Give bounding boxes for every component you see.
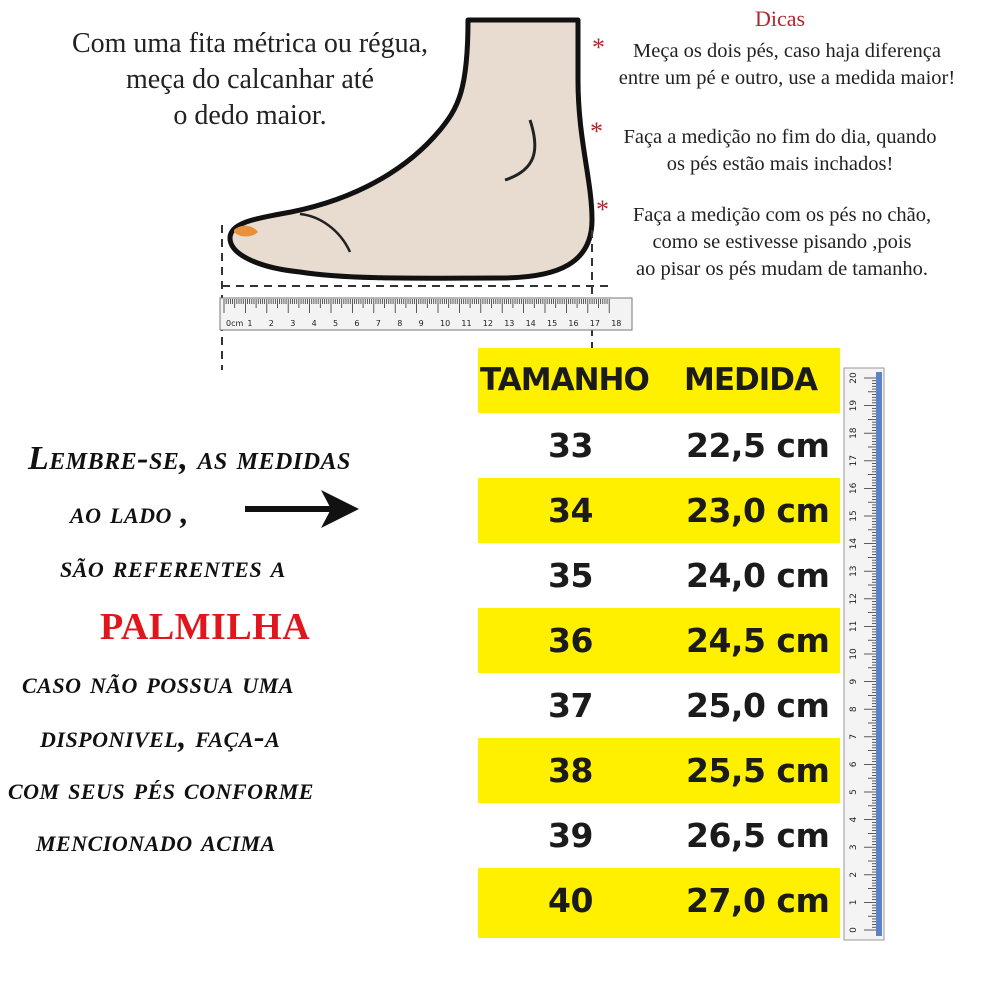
measure-cell: 23,0 cm	[686, 491, 830, 530]
ruler-label: 6	[354, 319, 360, 328]
size-cell: 38	[548, 751, 593, 790]
ruler-label: 10	[440, 319, 451, 328]
reminder-line-4: caso não possua uma	[22, 664, 294, 700]
table-row	[478, 608, 840, 673]
table-row	[478, 803, 840, 868]
measure-cell: 24,5 cm	[686, 621, 830, 660]
ruler-label: 20	[849, 372, 859, 384]
reminder-line-7: mencionado acima	[36, 822, 276, 858]
size-cell: 36	[548, 621, 593, 660]
ruler-label: 1	[849, 899, 859, 906]
tips-title: Dicas	[755, 6, 806, 31]
ruler-label: 2	[268, 319, 274, 328]
table-row	[478, 673, 840, 738]
tip-2-line-2: os pés estão mais inchados!	[666, 153, 894, 175]
ruler-label: 11	[849, 620, 859, 633]
ruler-label: 8	[849, 706, 859, 713]
table-row	[478, 868, 840, 938]
measure-cell: 22,5 cm	[686, 426, 830, 465]
ruler-label: 9	[418, 319, 424, 328]
ruler-label: 17	[849, 455, 859, 467]
ruler-label: 14	[849, 537, 859, 550]
measure-cell: 27,0 cm	[686, 881, 830, 920]
reminder-line-5: disponivel, faça-a	[40, 718, 281, 754]
size-cell: 34	[548, 491, 593, 530]
measure-cell: 25,0 cm	[686, 686, 830, 725]
tip-3-line-2: como se estivesse pisando ,pois	[652, 231, 912, 253]
header-size: TAMANHO	[480, 362, 649, 398]
ruler-label: 15	[849, 510, 859, 522]
ruler-label: 11	[461, 319, 472, 328]
ruler-label: 13	[504, 319, 515, 328]
tip-2-line-1: Faça a medição no fim do dia, quando	[623, 126, 937, 148]
measure-cell: 24,0 cm	[686, 556, 830, 595]
tip-1-line-2: entre um pé e outro, use a medida maior!	[618, 67, 956, 89]
tip-1-line-1: Meça os dois pés, caso haja diferença	[633, 40, 941, 62]
foot-illustration	[200, 0, 620, 375]
vertical-ruler-ticks	[864, 378, 876, 930]
instruction-line-3: o dedo maior.	[173, 100, 327, 131]
size-cell: 39	[548, 816, 593, 855]
table-row	[478, 413, 840, 478]
size-table	[478, 348, 840, 938]
tip-3-line-1: Faça a medição com os pés no chão,	[632, 204, 932, 226]
asterisk-icon: *	[590, 117, 603, 146]
instruction-line-1: Com uma fita métrica ou régua,	[71, 28, 429, 59]
ruler-label: 0cm	[226, 319, 244, 328]
ruler-label: 18	[849, 427, 859, 439]
measure-cell: 26,5 cm	[686, 816, 830, 855]
reminder-line-1: Lembre-se, as medidas	[28, 440, 351, 477]
ruler-label: 5	[333, 319, 339, 328]
vertical-ruler	[842, 368, 886, 940]
vertical-ruler-labels	[849, 372, 859, 933]
header-measure: MEDIDA	[684, 362, 818, 398]
ruler-label: 7	[849, 733, 859, 740]
ruler-label: 18	[611, 319, 622, 328]
ruler-label: 12	[849, 593, 859, 605]
ruler-label: 4	[849, 816, 859, 823]
tip-2	[590, 117, 970, 178]
ruler-label: 2	[849, 871, 859, 878]
ruler-label: 4	[311, 319, 317, 328]
reminder-line-6: com seus pés conforme	[8, 770, 314, 806]
table-header	[478, 348, 840, 413]
instruction-line-2: meça do calcanhar até	[126, 64, 374, 95]
ruler-label: 13	[849, 565, 859, 577]
tip-3	[596, 195, 968, 283]
ruler-label: 15	[547, 319, 558, 328]
size-cell: 33	[548, 426, 593, 465]
size-cell: 35	[548, 556, 593, 595]
ruler-label: 3	[290, 319, 296, 328]
tip-1	[592, 33, 982, 92]
table-row	[478, 738, 840, 803]
ruler-label: 8	[397, 319, 403, 328]
asterisk-icon: *	[596, 195, 609, 224]
size-cell: 40	[548, 881, 593, 920]
palmilha-highlight: PALMILHA	[100, 606, 311, 648]
ruler-label: 10	[849, 648, 859, 660]
ruler-label: 0	[849, 927, 859, 933]
arrow-right-icon	[243, 484, 363, 534]
table-row	[478, 478, 840, 543]
ruler-label: 16	[568, 319, 579, 328]
tip-3-line-3: ao pisar os pés mudam de tamanho.	[635, 258, 929, 280]
vertical-ruler-edge	[876, 372, 882, 936]
ruler-label: 19	[849, 399, 859, 412]
ruler-label: 17	[589, 319, 600, 328]
ruler-label: 3	[849, 844, 859, 851]
ruler-label: 1	[247, 319, 253, 328]
reminder-line-3: são referentes a	[60, 548, 286, 584]
ruler-label: 12	[482, 319, 493, 328]
reminder-line-2: ao lado ,	[70, 494, 189, 530]
ruler-label: 5	[849, 789, 859, 795]
size-cell: 37	[548, 686, 593, 725]
ruler-label: 16	[849, 482, 859, 495]
table-row	[478, 543, 840, 608]
ruler-label: 9	[849, 678, 859, 685]
ruler-label: 6	[849, 761, 859, 768]
measure-cell: 25,5 cm	[686, 751, 830, 790]
ruler-label: 7	[375, 319, 381, 328]
asterisk-icon: *	[592, 33, 605, 62]
ruler-label: 14	[525, 319, 536, 328]
foot-shape	[230, 20, 592, 278]
